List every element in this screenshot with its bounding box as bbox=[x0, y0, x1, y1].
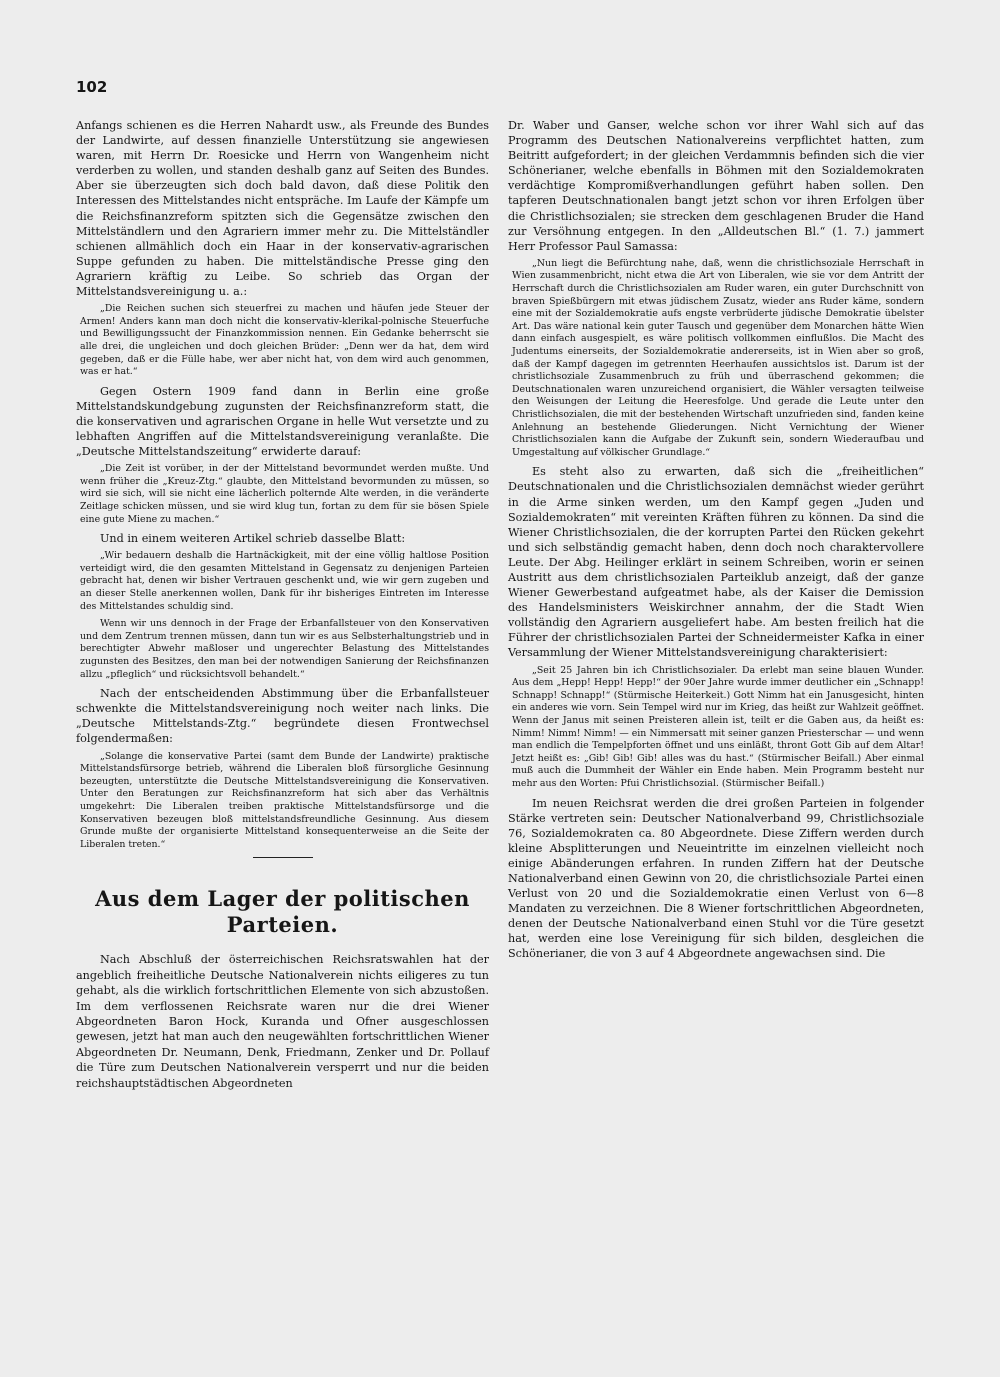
page-number: 102 bbox=[76, 78, 108, 96]
left-column bbox=[76, 118, 489, 1091]
quotation: „Die Reichen suchen sich steuerfrei zu machen und häufen jede Steuer der Armen! Anders kann man doch nicht die konservativ-klerikal-polnische Steuerfuche und Bewilligungssucht der Finanzkommission nennen. Ein Gedanke beherrscht sie alle drei, die ungleichen und doch gleichen Brüder: „Denn wer da hat, dem wird gegeben, daß er die Fülle habe, wer aber nicht hat, von dem wird auch genommen, was er hat.“ bbox=[80, 303, 489, 378]
quotation: „Die Zeit ist vorüber, in der der Mittelstand bevormundet werden mußte. Und wenn früher die „Kreuz-Ztg.“ glaubte, den Mittelstand bevormunden zu müssen, so wird sie sich, will sie nicht eine lächerlich polternde Alte werden, in die veränderte Zeitlage schicken müssen, und sie wird klug tun, fortan zu dem für sie bösen Spiele eine gute Miene zu machen.“ bbox=[80, 463, 489, 525]
paragraph: Im neuen Reichsrat werden die drei großen Parteien in folgender Stärke vertreten sein: Deutscher Nationalverband 99, Christlichsoziale 76, Sozialdemokraten ca. 80 Abgeordnete. Diese Ziffern werden durch kleine Absplitterungen und Neueintritte im einzelnen vielleicht noch einige Abänderungen erfahren. In runden Ziffern hat der Deutsche Nationalverband einen Gewinn von 20, die christlichsoziale Partei einen Verlust von 20 und die Sozialdemokratie einen Verlust von 6—8 Mandaten zu verzeichnen. Die 8 Wiener fortschrittlichen Abgeordneten, denen der Deutsche Nationalverband einen Stuhl vor die Türe gesetzt hat, werden eine lose Vereinigung für sich bilden, desgleichen die Schönerianer, die von 3 auf 4 Abgeordnete angewachsen sind. Die bbox=[508, 796, 924, 961]
paragraph: Anfangs schienen es die Herren Nahardt usw., als Freunde des Bundes der Landwirte, auf dessen finanzielle Unterstützung sie angewiesen waren, mit Herrn Dr. Roesicke und Herrn von Wangenheim nicht verderben zu wollen, und standen deshalb ganz auf Seiten des Bundes. Aber sie überzeugten sich doch bald davon, daß diese Politik den Interessen des Mittelstandes nicht entspräche. Im Laufe der Kämpfe um die Reichsfinanzreform spitzten sich die Gegensätze zwischen den Mittelständlern und den Agrariern immer mehr zu. Die Mittelständler schienen allmählich doch ein Haar in der konservativ-agrarischen Suppe gefunden zu haben. Die mittelständische Presse ging den Agrariern kräftig zu Leibe. So schrieb das Organ der Mittelstandsvereinigung u. a.: bbox=[76, 119, 489, 299]
quotation: „Solange die konservative Partei (samt dem Bunde der Landwirte) praktische Mittelstandsfürsorge betrieb, während die Liberalen bloß fürsorgliche Gesinnung bezeugten, unterstützte die Deutsche Mittelstandsvereinigung die Konservativen. Unter den Beratungen zur Reichsfinanzreform hat sich aber das Verhältnis umgekehrt: Die Liberalen treiben praktische Mittelstandsfürsorge und die Konservativen bezeugen bloß mittelstandsfreundliche Gesinnung. Aus diesem Grunde mußte der organisierte Mittelstand konsequenterweise an die Seite der Liberalen treten.“ bbox=[80, 750, 489, 850]
right-column bbox=[508, 118, 924, 962]
quotation: „Seit 25 Jahren bin ich Christlichsozialer. Da erlebt man seine blauen Wunder. Aus dem „Hepp! Hepp! Hepp!“ der 90er Jahre wurde immer deutlicher ein „Schnapp! Schnapp! Schnapp!“ (Stürmische Heiterkeit.) Gott Nimm hat ein Janusgesicht, hinten ein anderes wie vorn. Sein Tempel wird nur im Krieg, das heißt zur Wahlzeit geöffnet. Wenn der Janus mit seinen Preisteren allein ist, teilt er die Gaben aus, da heißt es: Nimm! Nimm! Nimm! — ein Nimmersatt mit seiner ganzen Priesterschar — und wenn man endlich die Tempelpforten öffnet und uns einläßt, thront Gott Gib auf dem Altar! Jetzt heißt es: „Gib! Gib! Gib! alles was du hast.“ (Stürmischer Beifall.) Aber einmal muß auch die Dummheit der Wähler ein Ende haben. Mein Programm besteht nur mehr aus den Worten: Pfui Christlichsozial. (Stürmischer Beifall.) bbox=[512, 664, 924, 789]
quotation: „Wir bedauern deshalb die Hartnäckigkeit, mit der eine völlig haltlose Position verteidigt wird, die den gesamten Mittelstand in Gegensatz zu denjenigen Parteien gebracht hat, denen wir bisher Vertrauen geschenkt und, wie wir gern zugeben und an dieser Stelle anerkennen wollen, Dank für ihr bisheriges Eintreten im Interesse des Mittelstandes schuldig sind. bbox=[80, 550, 489, 612]
paragraph: Dr. Waber und Ganser, welche schon vor ihrer Wahl sich auf das Programm des Deutschen Nationalvereins verpflichtet hatten, zum Beitritt aufgefordert; in der gleichen Verdammnis befinden sich die vier Schönerianer, welche ebenfalls in Böhmen mit den Sozialdemokraten verdächtige Kompromißverhandlungen geführt haben sollen. Den tapferen Deutschnationalen bangt jetzt schon vor ihren Erfolgen über die Christlichsozialen; sie strecken dem geschlagenen Bruder die Hand zur Versöhnung entgegen. In den „Alldeutschen Bl.“ (1. 7.) jammert Herr Professor Paul Samassa: bbox=[508, 119, 924, 253]
paragraph: Gegen Ostern 1909 fand dann in Berlin eine große Mittelstandskundgebung zugunsten der Reichsfinanzreform statt, die die konservativen und agrarischen Organe in helle Wut versetzte und zu lebhaften Angriffen auf die Mittelstandsvereinigung veranlaßte. Die „Deutsche Mittelstandszeitung“ erwiderte darauf: bbox=[76, 384, 489, 459]
paragraph: Es steht also zu erwarten, daß sich die „freiheitlichen“ Deutschnationalen und die Christlichsozialen demnächst wieder gerührt in die Arme sinken werden, um den Kampf gegen „Juden und Sozialdemokraten“ mit vereinten Kräften führen zu können. Da sind die Wiener Christlichsozialen, die der korrupten Partei den Rücken gekehrt und sich selbständig gemacht haben, denn doch noch charaktervollere Leute. Der Abg. Heilinger erklärt in seinem Schreiben, worin er seinen Austritt aus dem christlichsozialen Parteiklub anzeigt, daß der ganze Wiener Gewerbestand aufgeatmet habe, als der Kaiser die Demission des Handelsministers Weiskirchner annahm, der die Stadt Wien vollständig den Agrariern ausgeliefert habe. Am besten freilich hat die Führer der christlichsozialen Partei der Schneidermeister Kafka in einer Versammlung der Wiener Mittelstandsvereinigung charakterisiert: bbox=[508, 465, 924, 660]
quotation: Wenn wir uns dennoch in der Frage der Erbanfallsteuer von den Konservativen und dem Zentrum trennen müssen, dann tun wir es aus Selbsterhaltungstrieb und in berechtigter Abwehr maßloser und ungerechter Belastung des Mittelstandes zugunsten des Besitzes, den man bei der notwendigen Sanierung der Reichsfinanzen allzu „pfleglich“ und rücksichtsvoll behandelt.“ bbox=[80, 618, 489, 680]
paragraph: Nach Abschluß der österreichischen Reichsratswahlen hat der angeblich freiheitliche Deutsche Nationalverein nichts eiligeres zu tun gehabt, als die wirklich fortschrittlichen Elemente von sich abzustoßen. Im dem verflossenen Reichsrate waren nur die drei Wiener Abgeordneten Baron Hock, Kuranda und Ofner ausgeschlossen gewesen, jetzt hat man auch den neugewählten fortschrittlichen Wiener Abgeordneten Dr. Neumann, Denk, Friedmann, Zenker und Dr. Pollauf die Türe zum Deutschen Nationalverein versperrt und nur die beiden reichshauptstädtischen Abgeordneten bbox=[76, 953, 489, 1090]
section-divider bbox=[253, 857, 313, 858]
quotation: „Nun liegt die Befürchtung nahe, daß, wenn die christlichsoziale Herrschaft in Wien zusammenbricht, nicht etwa die Art von Liberalen, wie sie vor dem Antritt der Herrschaft durch die Christlichsozialen am Ruder waren, ein guter Durchschnitt von braven Spießbürgern mit etwas jüdischem Zusatz, wieder ans Ruder käme, sondern eine mit der Sozialdemokratie aufs engste verbrüderte jüdische Demokratie übelster Art. Das wäre national kein guter Tausch und gegenüber dem Monarchen hätte Wien dann einfach ausgespielt, es wäre politisch vollkommen einflußlos. Die Macht des Judentums einerseits, der Sozialdemokratie andererseits, ist in Wien aber so groß, daß der Kampf dagegen im getrennten Heerhaufen aussichtslos ist. Darum ist der christlichsoziale Zusammenbruch zu früh und überraschend gekommen; die Deutschnationalen waren unzureichend organisiert, die Wähler versagten teilweise den Weisungen der Leitung die Heeresfolge. Und gerade die Leute unter den Christlichsozialen, die mit der bestehenden Wirtschaft unzufrieden sind, fanden keine Anlehnung an bestehende Gliederungen. Nicht Vernichtung der Wiener Christlichsozialen kann die Aufgabe der Zukunft sein, sondern Wiederaufbau und Umgestaltung auf völkischer Grundlage.“ bbox=[512, 257, 924, 458]
paragraph: Nach der entscheidenden Abstimmung über die Erbanfallsteuer schwenkte die Mittelstandsvereinigung noch weiter nach links. Die „Deutsche Mittelstands-Ztg.“ begründete diesen Frontwechsel folgendermaßen: bbox=[76, 687, 489, 746]
paragraph: Und in einem weiteren Artikel schrieb dasselbe Blatt: bbox=[100, 532, 406, 546]
section-heading: Aus dem Lager der politischen Parteien. bbox=[95, 886, 470, 938]
